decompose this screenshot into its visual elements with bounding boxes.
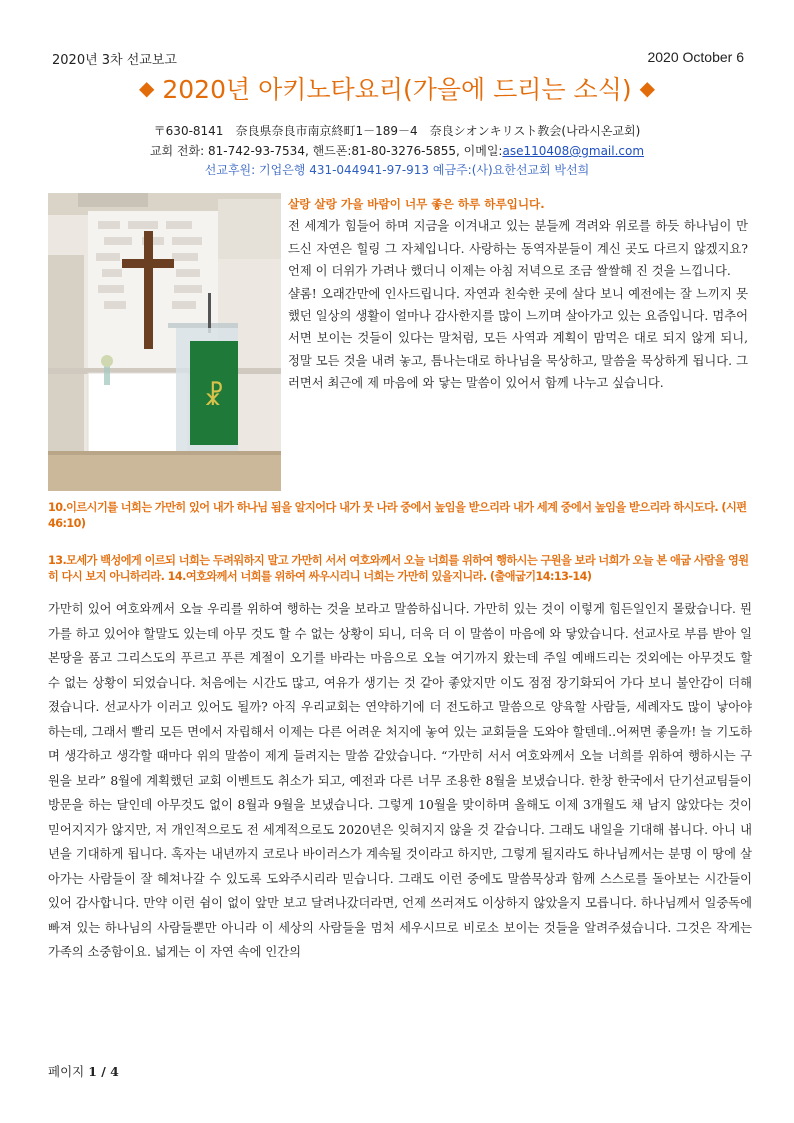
page-number: 1 / 4 — [88, 1064, 119, 1079]
phone-numbers: 교회 전화: 81-742-93-7534, 핸드폰:81-80-3276-5855, 이메일: — [149, 144, 503, 158]
page-label: 페이지 — [48, 1064, 85, 1079]
email-link[interactable]: ase110408@gmail.com — [502, 144, 645, 158]
church-altar-photo — [48, 193, 281, 491]
svg-text:☧: ☧ — [203, 382, 225, 412]
intro-paragraph-1: 전 세계가 힘들어 하며 지금을 이겨내고 있는 분들께 격려와 위로를 하듯 하나님이 만드신 자연은 힐링 그 자체입니다. 사랑하는 동역자분들이 계신 곳도 다르지 않겠지요? 언제 이 더위가 가려나 했더니 이제는 아침 저녁으로 조금 쌀쌀해 진 것을 느낍니다. — [288, 219, 748, 279]
diamond-icon: ◆ — [139, 76, 155, 100]
verse-exodus: 13.모세가 백성에게 이르되 너희는 두려워하지 말고 가만히 서서 여호와께서 오늘 너희를 위하여 행하시는 구원을 보라 너희가 오늘 본 애굽 사람을 영원히 다시 보지 아니하리라. 14.여호와께서 너희를 위하여 싸우시리니 너희는 가만히 있을지니라. (출애굽기14:13-14) — [48, 554, 749, 583]
verse-psalm: 10.이르시기를 너희는 가만히 있어 내가 하나님 됨을 알지어다 내가 뭇 나라 중에서 높임을 받으리라 내가 세계 중에서 높임을 받으리라 하시도다. (시편46:10) — [48, 501, 747, 530]
support-account: 선교후원: 기업은행 431-044941-97-913 예금주:(사)요한선교회 박선희 — [204, 163, 590, 177]
title-text: 2020년 아키노타요리(가을에 드리는 소식) — [162, 75, 632, 104]
church-contacts — [0, 142, 794, 159]
intro-paragraph-2: 샬롬! 오래간만에 인사드립니다. 자연과 친숙한 곳에 살다 보니 예전에는 잘 느끼지 못했던 일상의 생활이 얼마나 감사한지를 많이 느끼며 살아가고 있는 요즘입니다. 멈추어 서면 보이는 것들이 있다는 말처럼, 모든 사역과 계획이 맘먹은 대로 되지 않게 되니, 정말 모든 것을 내려 놓고, 틈나는대로 하나님을 묵상하고, 말씀을 묵상하게 됩니다. 그러면서 최근에 제 마음에 와 닿는 말씀이 있어서 함께 나누고 싶습니다. — [288, 286, 748, 391]
report-date: 2020 October 6 — [647, 49, 744, 65]
page-footer — [48, 1062, 119, 1080]
church-address: 〒630-8141 奈良県奈良市南京終町1－189－4 奈良シオンキリスト教会(나라시온교회) — [153, 124, 641, 138]
intro-section — [288, 193, 748, 395]
diamond-icon: ◆ — [639, 76, 655, 100]
body-paragraph: 가만히 있어 여호와께서 오늘 우리를 위하여 행하는 것을 보라고 말씀하십니다. 가만히 있는 것이 이렇게 힘든일인지 몰랐습니다. 뭔가를 하고 있어야 할말도 있는데 아무 것도 할 수 없는 상황이 되니, 더욱 더 이 말씀이 마음에 와 닿았습니다. 선교사로 부름 받아 일본땅을 품고 그리스도의 푸르고 푸른 계절이 오기를 바라는 마음으로 오늘 여기까지 왔는데 주일 예배드리는 것외에는 아무것도 할 수 없는 상황이 되었습니다. 처음에는 시간도 많고, 여유가 생기는 것 같아 좋았지만 이도 점점 장기화되어 가다 보니 불안감이 더해졌습니다. 선교사가 이러고 있어도 될까? 아직 우리교회는 연약하기에 더 전도하고 말씀으로 양육할 사람들, 세례자도 많이 낳아야 하는데, 그래서 빨리 모든 면에서 자립해서 이제는 다른 어려운 처지에 놓여 있는 교회들을 도와야 할텐데..어쩌면 좋을까! 늘 기도하며 생각하고 생각할 때마다 위의 말씀이 제게 들려지는 말씀 같았습니다. “가만히 서서 여호와께서 오늘 너희를 위하여 행하시는 구원을 보라” 8월에 계획했던 교회 이벤트도 취소가 되고, 예전과 다른 너무 조용한 8월을 보냈습니다. 한창 한국에서 단기선교팀들이 방문을 하는 달인데 아무것도 없이 8월과 9월을 보냈습니다. 그렇게 10월을 맞이하며 올해도 이제 3개월도 채 남지 않았다는 것이 믿어지지가 않지만, 저 개인적으로도 전 세계적으로도 2020년은 잊혀지지 않을 것 같습니다. 그래도 내일을 기대해 봅니다. 아니 내년을 기대하게 됩니다. 혹자는 내년까지 코로나 바이러스가 계속될 것이라고 하지만, 그렇게 될지라도 하나님께서는 분명 이 땅에 살아가는 사람들이 잘 헤쳐나갈 수 있도록 도와주시리라 믿습니다. 그래도 이런 중에도 말씀묵상과 함께 스스로를 돌아보는 시간들이 있어 감사합니다. 만약 이런 쉼이 없이 앞만 보고 달려나갔더라면, 언제 쓰러져도 이상하지 않았을지 모릅니다. 하나님께서 일중독에 빠져 있는 하나님의 사람들뿐만 아니라 이 세상의 사람들을 멈처 세우시므로 비로소 보이는 것들을 알려주셨습니다. 그것은 작게는 가족의 소중함이요. 넓게는 이 자연 속에 인간의 — [48, 602, 752, 959]
report-label: 2020년 3차 선교보고 — [52, 53, 177, 68]
page-title — [0, 70, 794, 106]
intro-lead: 살랑 살랑 가을 바람이 너무 좋은 하루 하루입니다. — [288, 197, 545, 211]
